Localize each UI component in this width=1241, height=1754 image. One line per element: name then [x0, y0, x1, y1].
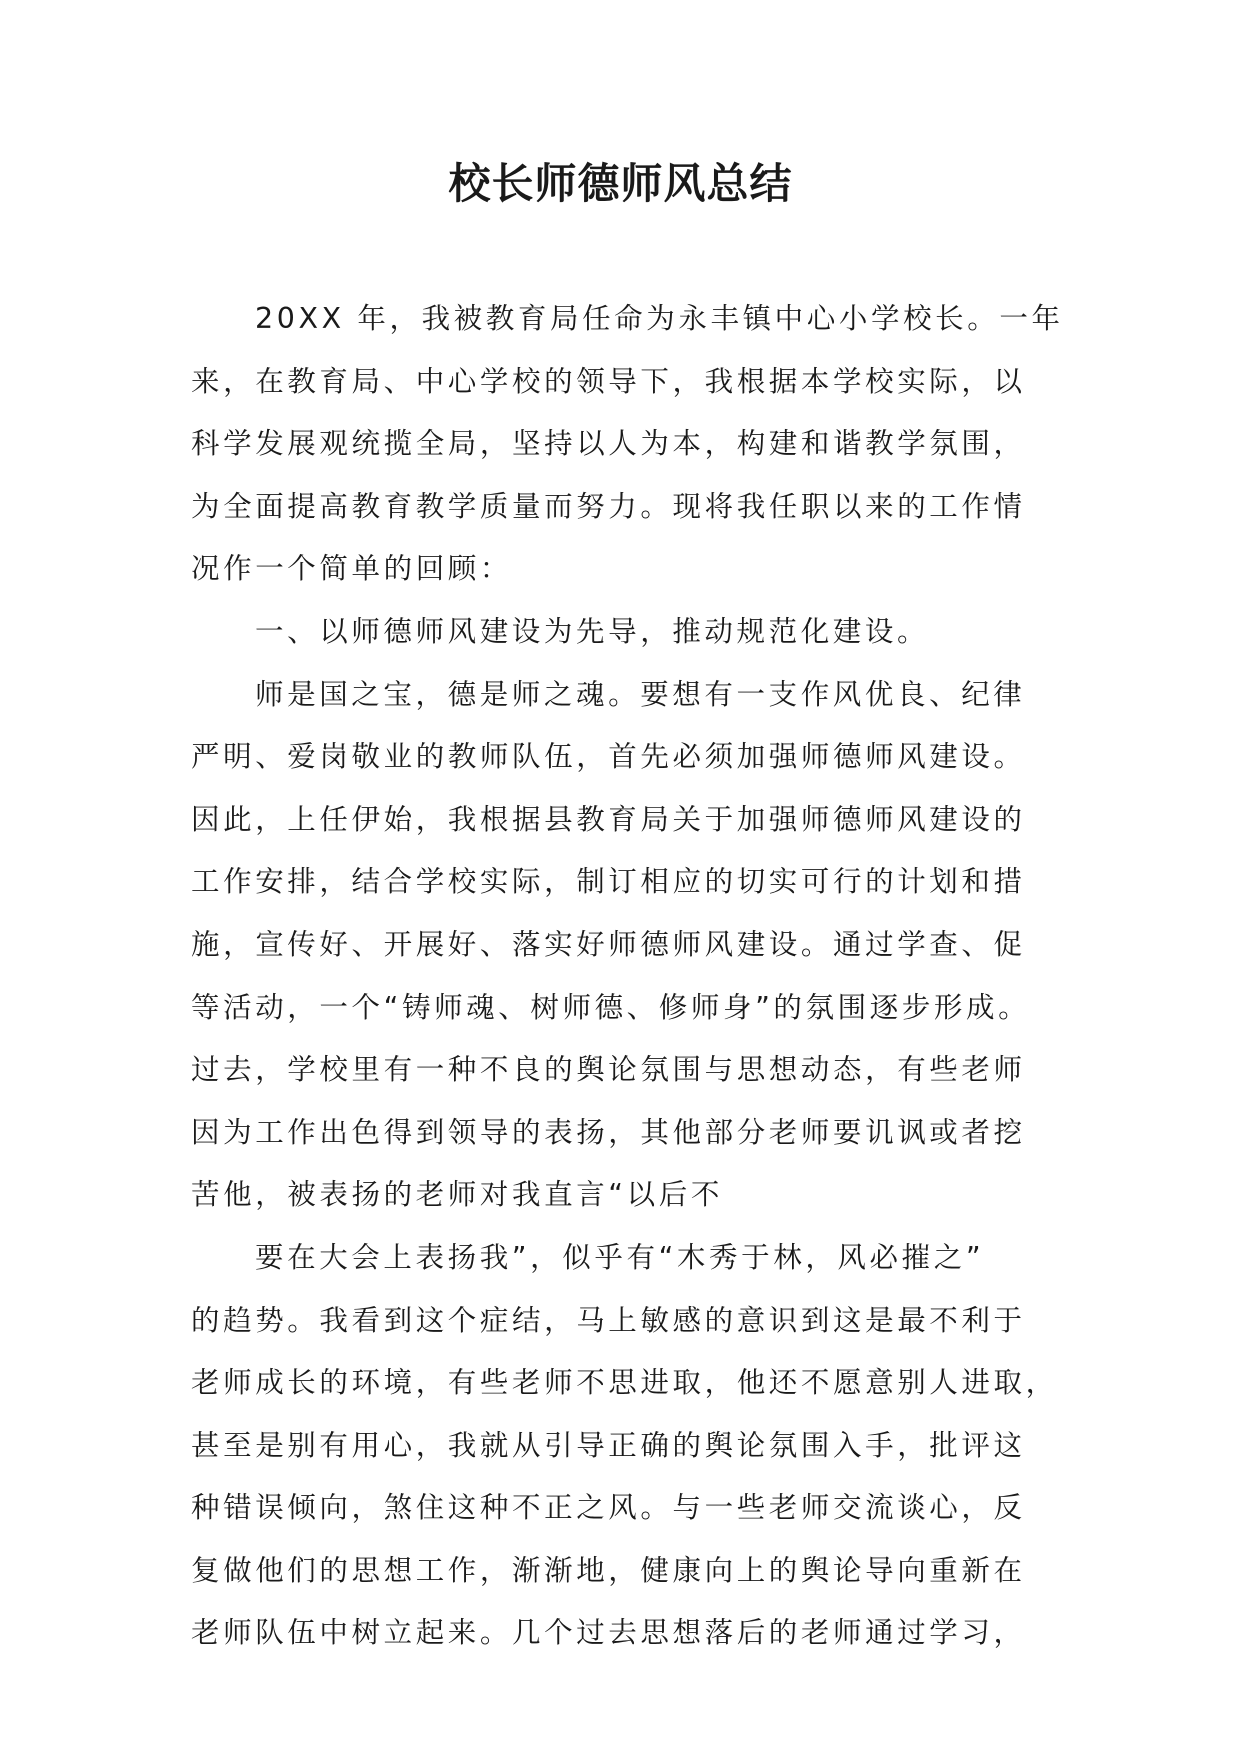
paragraph-continuation	[191, 1227, 1058, 1665]
text-line: 况作一个简单的回顾：	[191, 552, 513, 586]
text-line: 20XX 年，我被教育局任命为永丰镇中心小学校长。一年	[255, 302, 1064, 335]
text-line: 老师队伍中树立起来。几个过去思想落后的老师通过学习，	[191, 1616, 1026, 1650]
paragraph-intro	[191, 288, 1064, 601]
document-body	[191, 288, 1064, 1665]
text-line: 老师成长的环境，有些老师不思进取，他还不愿意别人进取，	[191, 1366, 1058, 1400]
text-line: 等活动，一个“铸师魂、树师德、修师身”的氛围逐步形成。	[191, 990, 1031, 1024]
text-line: 施，宣传好、开展好、落实好师德师风建设。通过学查、促	[191, 927, 1026, 961]
text-line: 科学发展观统揽全局，坚持以人为本，构建和谐教学氛围，	[191, 427, 1026, 461]
text-line: 来，在教育局、中心学校的领导下，我根据本学校实际，以	[191, 364, 1026, 398]
page-title: 校长师德师风总结	[448, 159, 793, 208]
section-heading	[191, 601, 1051, 664]
text-line: 师是国之宝，德是师之魂。要想有一支作风优良、纪律	[255, 677, 1026, 711]
text-line: 过去，学校里有一种不良的舆论氛围与思想动态，有些老师	[191, 1053, 1026, 1087]
text-line: 要在大会上表扬我”，似乎有“木秀于林，风必摧之”	[255, 1240, 985, 1274]
text-line: 一、以师德师风建设为先导，推动规范化建设。	[255, 614, 930, 648]
text-line: 为全面提高教育教学质量而努力。现将我任职以来的工作情	[191, 489, 1026, 523]
text-line: 因此，上任伊始，我根据县教育局关于加强师德师风建设的	[191, 802, 1026, 836]
text-line: 的趋势。我看到这个症结，马上敏感的意识到这是最不利于	[191, 1303, 1026, 1337]
text-line: 严明、爱岗敬业的教师队伍，首先必须加强师德师风建设。	[191, 740, 1026, 774]
text-line: 因为工作出色得到领导的表扬，其他部分老师要讥讽或者挖	[191, 1115, 1026, 1149]
text-line: 苦他，被表扬的老师对我直言“以后不	[191, 1178, 723, 1212]
text-line: 工作安排，结合学校实际，制订相应的切实可行的计划和措	[191, 865, 1026, 899]
text-line: 复做他们的思想工作，渐渐地，健康向上的舆论导向重新在	[191, 1553, 1026, 1587]
text-line: 甚至是别有用心，我就从引导正确的舆论氛围入手，批评这	[191, 1428, 1026, 1462]
text-line: 种错误倾向，煞住这种不正之风。与一些老师交流谈心，反	[191, 1491, 1026, 1525]
paragraph-ethics	[191, 664, 1051, 1227]
